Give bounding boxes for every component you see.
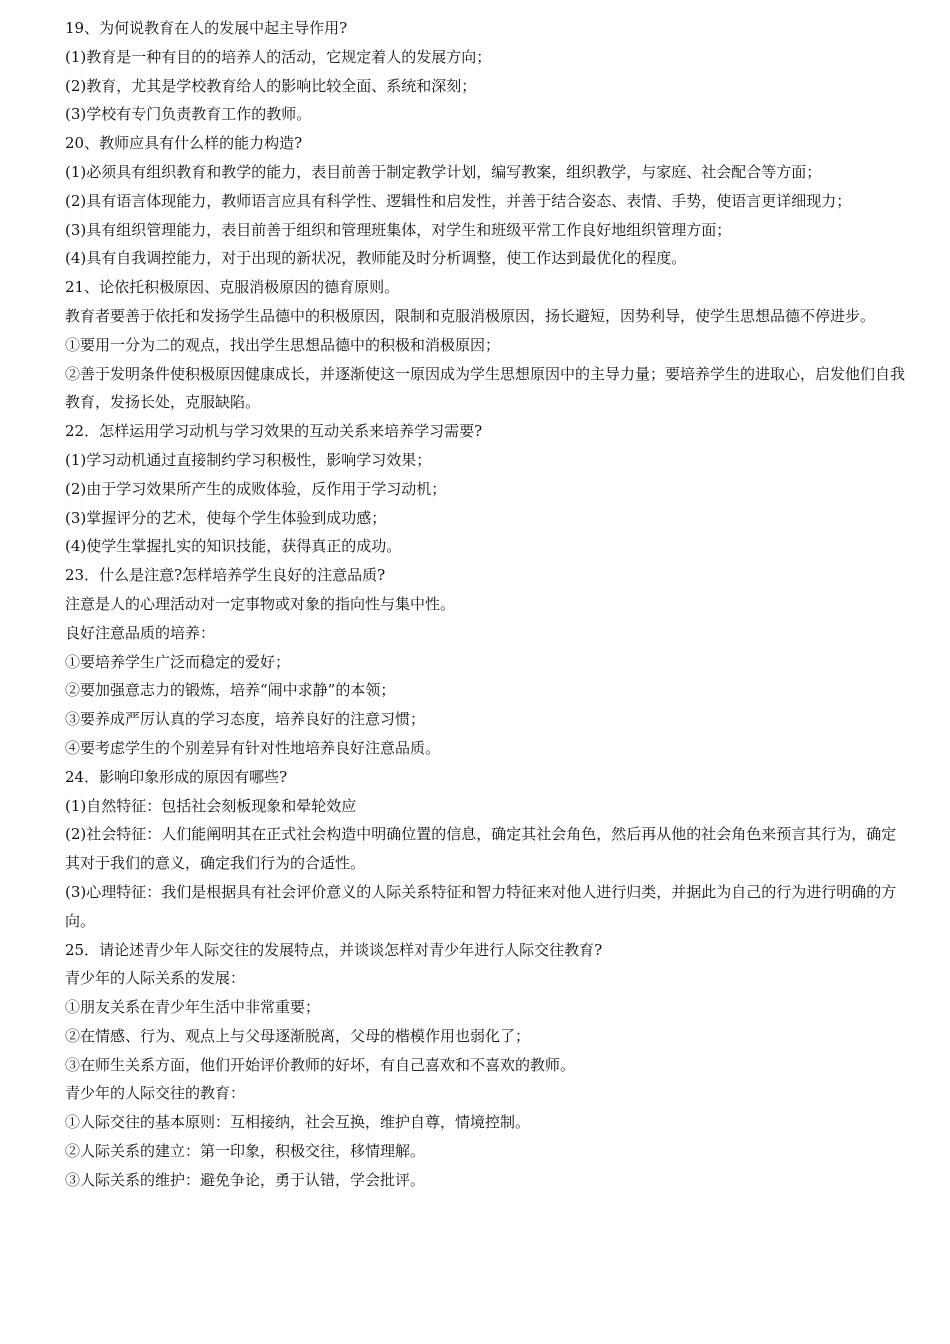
- question-20-heading: 20、教师应具有什么样的能力构造?: [65, 134, 303, 153]
- question-24-heading: 24．影响印象形成的原因有哪些?: [65, 767, 288, 786]
- text-line: 良好注意品质的培养：: [65, 623, 216, 642]
- text-line: ②善于发明条件使积极原因健康成长，并逐渐使这一原因成为学生思想原因中的主导力量；要培养学生的进取心，启发他们自我教育，发扬长处，克服缺陷。: [65, 364, 906, 412]
- text-line: ①要培养学生广泛而稳定的爱好；: [65, 652, 291, 671]
- text-line: 青少年的人际关系的发展：: [65, 969, 246, 988]
- text-line: ①要用一分为二的观点，找出学生思想品德中的积极和消极原因；: [65, 335, 501, 354]
- question-23-heading: 23．什么是注意?怎样培养学生良好的注意品质?: [65, 566, 386, 585]
- question-22-heading: 22．怎样运用学习动机与学习效果的互动关系来培养学习需要?: [65, 422, 483, 441]
- text-line: (4)具有自我调控能力，对于出现的新状况，教师能及时分析调整，使工作达到最优化的程度。: [65, 249, 687, 268]
- text-line: ①人际交往的基本原则：互相接纳，社会互换，维护自尊，情境控制。: [65, 1113, 531, 1132]
- text-line: ③在师生关系方面，他们开始评价教师的好坏，有自己喜欢和不喜欢的教师。: [65, 1055, 576, 1074]
- question-25-heading: 25．请论述青少年人际交往的发展特点，并谈谈怎样对青少年进行人际交往教育?: [65, 940, 603, 959]
- text-line: (2)由于学习效果所产生的成败体验，反作用于学习动机；: [65, 479, 447, 498]
- text-line: ③要养成严厉认真的学习态度，培养良好的注意习惯；: [65, 710, 426, 729]
- text-line: (2)具有语言体现能力，教师语言应具有科学性、逻辑性和启发性，并善于结合姿态、表情、手势，使语言更详细现力；: [65, 191, 852, 210]
- text-line: ②要加强意志力的锻炼，培养“闹中求静”的本领；: [65, 681, 396, 700]
- text-line: ④要考虑学生的个别差异有针对性地培养良好注意品质。: [65, 738, 441, 757]
- text-line: (1)教育是一种有目的的培养人的活动，它规定着人的发展方向；: [65, 47, 492, 66]
- text-line: 注意是人的心理活动对一定事物或对象的指向性与集中性。: [65, 594, 456, 613]
- text-line: (2)教育，尤其是学校教育给人的影响比较全面、系统和深刻；: [65, 76, 477, 95]
- text-line: (1)自然特征：包括社会刻板现象和晕轮效应: [65, 796, 357, 815]
- text-line: (3)心理特征：我们是根据具有社会评价意义的人际关系特征和智力特征来对他人进行归类，并据此为自己的行为进行明确的方向。: [65, 882, 897, 930]
- text-line: ③人际关系的维护：避免争论，勇于认错，学会批评。: [65, 1170, 426, 1189]
- text-line: (4)使学生掌握扎实的知识技能，获得真正的成功。: [65, 537, 402, 556]
- text-line: (3)具有组织管理能力，表目前善于组织和管理班集体，对学生和班级平常工作良好地组织管理方面；: [65, 220, 732, 239]
- text-line: ②在情感、行为、观点上与父母逐渐脱离，父母的楷模作用也弱化了；: [65, 1026, 531, 1045]
- question-21-heading: 21、论依托积极原因、克服消极原因的德育原则。: [65, 278, 400, 297]
- document-page: [65, 14, 910, 1195]
- text-line: (3)学校有专门负责教育工作的教师。: [65, 105, 312, 124]
- text-line: (1)必须具有组织教育和教学的能力，表目前善于制定教学计划，编写教案，组织教学，与家庭、社会配合等方面；: [65, 162, 822, 181]
- question-19-heading: 19、为何说教育在人的发展中起主导作用?: [65, 19, 348, 37]
- text-line: 教育者要善于依托和发扬学生品德中的积极原因，限制和克服消极原因，扬长避短，因势利导，使学生思想品德不停进步。: [65, 306, 876, 325]
- text-line: (3)掌握评分的艺术，使每个学生体验到成功感；: [65, 508, 387, 527]
- text-line: 青少年的人际交往的教育：: [65, 1084, 246, 1103]
- text-line: ①朋友关系在青少年生活中非常重要；: [65, 998, 321, 1017]
- text-line: ②人际关系的建立：第一印象，积极交往，移情理解。: [65, 1142, 426, 1161]
- text-line: (1)学习动机通过直接制约学习积极性，影响学习效果；: [65, 450, 432, 469]
- text-line: (2)社会特征：人们能阐明其在正式社会构造中明确位置的信息，确定其社会角色，然后再从他的社会角色来预言其行为，确定其对于我们的意义，确定我们行为的合适性。: [65, 825, 897, 873]
